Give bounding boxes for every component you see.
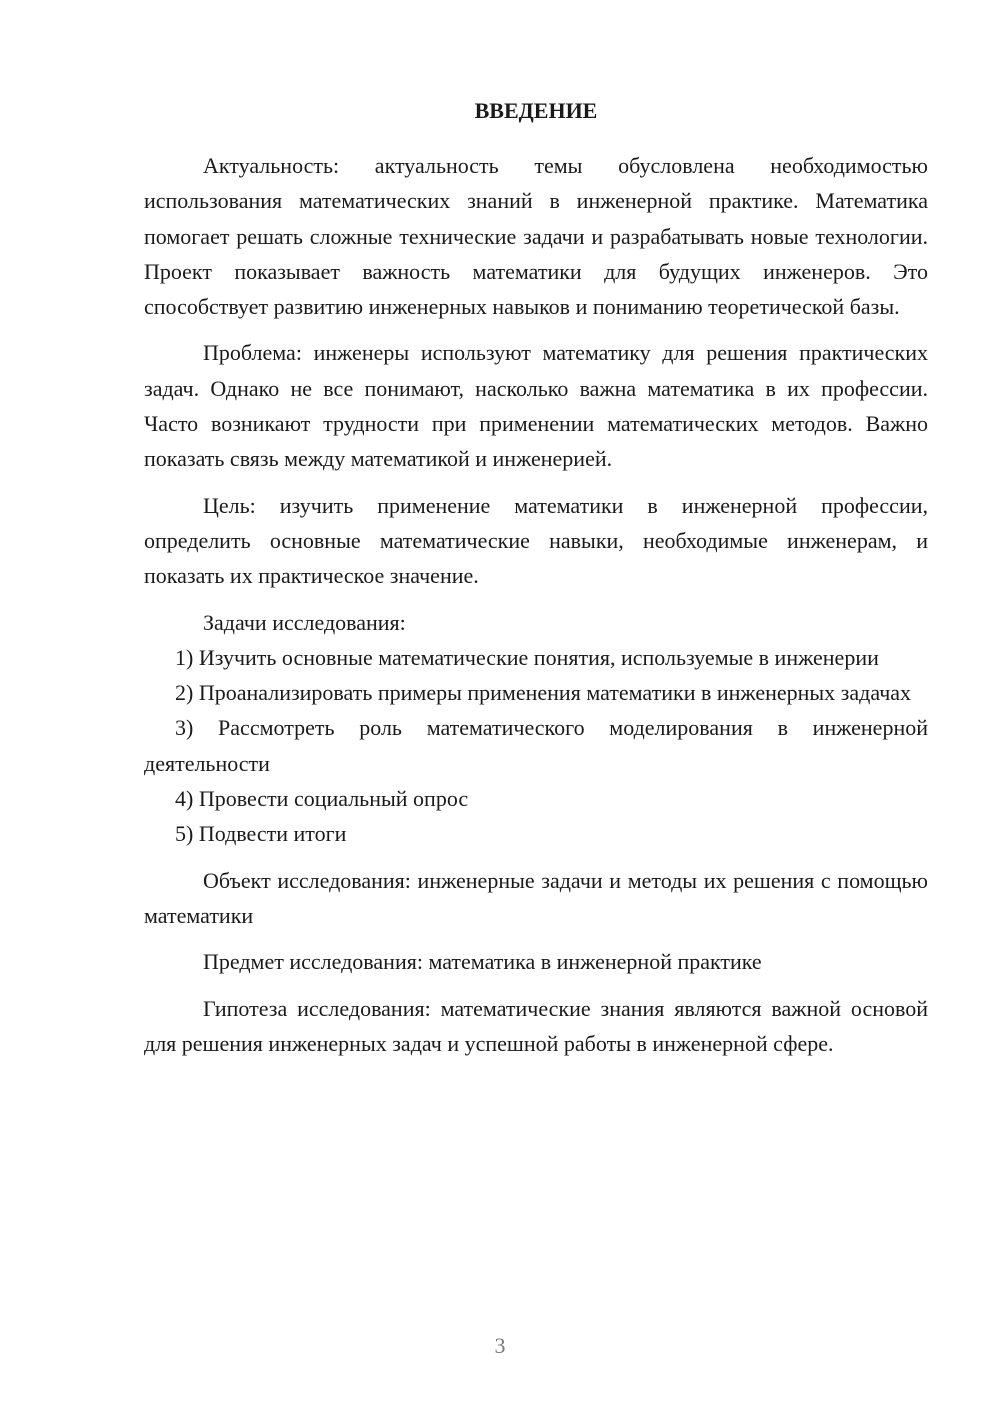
relevance-paragraph: Актуальность: актуальность темы обусловлена необходимостью использования математических знаний в инженерной практике. Математика помогает решать сложные технические задачи и разрабатывать новые технологии. Проект показывает важность математики для будущих инженеров. Это способствует развитию инженерных навыков и пониманию теоретической базы. xyxy=(144,153,928,320)
tasks-title: Задачи исследования: xyxy=(203,609,406,635)
task-item: 3) Рассмотреть роль математического моделирования в инженерной деятельности xyxy=(144,715,928,776)
task-item: 4) Провести социальный опрос xyxy=(175,786,469,812)
goal-paragraph: Цель: изучить применение математики в инженерной профессии, определить основные математические навыки, необходимые инженерам, и показать их практическое значение. xyxy=(144,492,928,589)
subject-paragraph: Предмет исследования: математика в инженерной практике xyxy=(203,949,762,975)
object-paragraph: Объект исследования: инженерные задачи и методы их решения с помощью математики xyxy=(144,867,928,928)
page-title: ВВЕДЕНИЕ xyxy=(474,98,598,123)
task-item: 2) Проанализировать примеры применения математики в инженерных задачах xyxy=(175,680,912,706)
task-item: 1) Изучить основные математические понятия, используемые в инженерии xyxy=(175,644,879,670)
document-body xyxy=(144,93,928,1061)
page-number: 3 xyxy=(494,1333,506,1358)
problem-paragraph: Проблема: инженеры используют математику для решения практических задач. Однако не все понимают, насколько важна математика в их профессии. Часто возникают трудности при применении математических методов. Важно показать связь между математикой и инженерией. xyxy=(144,340,928,472)
hypothesis-paragraph: Гипотеза исследования: математические знания являются важной основой для решения инженерных задач и успешной работы в инженерной сфере. xyxy=(144,995,928,1056)
task-item: 5) Подвести итоги xyxy=(175,821,347,847)
